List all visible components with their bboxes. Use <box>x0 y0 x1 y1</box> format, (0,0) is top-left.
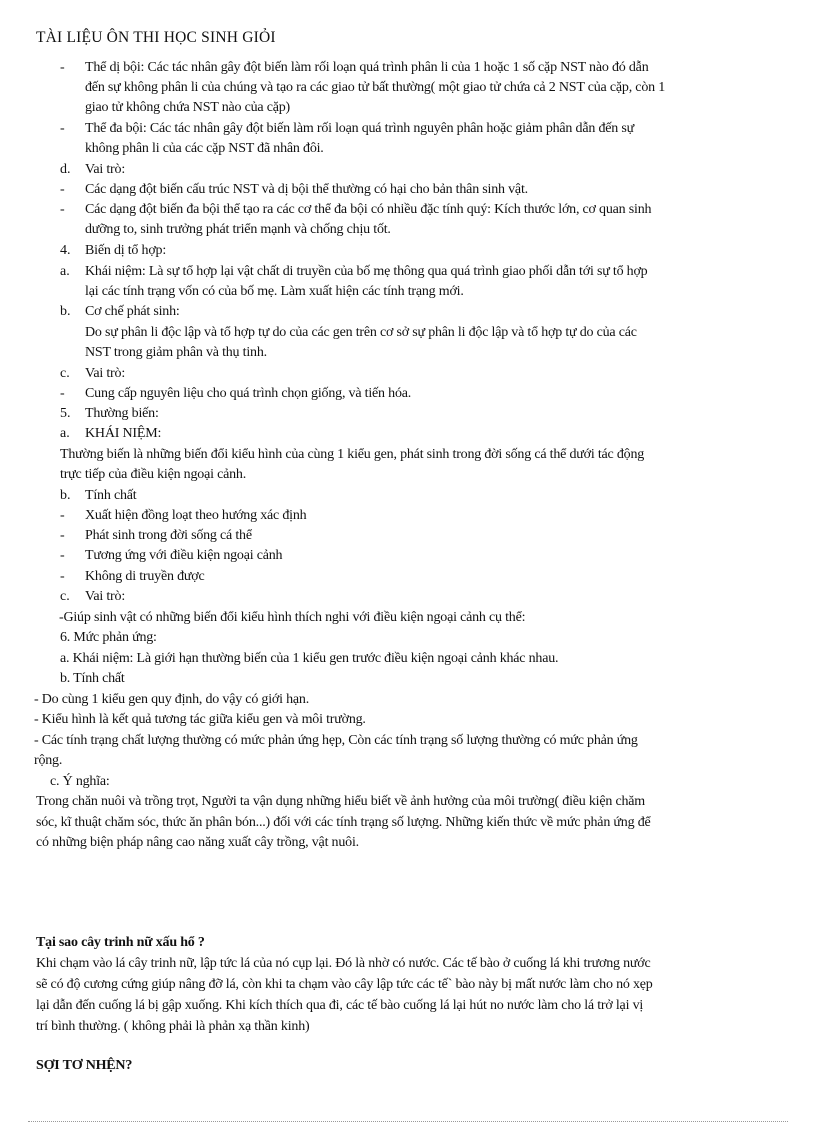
text-line: Thường biến là những biến đổi kiểu hình của cùng 1 kiểu gen, phát sinh trong đời sống cá thể dưới tác động <box>60 447 645 462</box>
text-line: - Các tính trạng chất lượng thường có mức phản ứng hẹp, Còn các tính trạng số lượng thường có mức phản ứng <box>34 733 638 748</box>
text-line: Tương ứng với điều kiện ngoại cảnh <box>85 548 283 563</box>
text-line: Vai trò: <box>85 162 126 177</box>
text-line: Do sự phân li độc lập và tổ hợp tự do của các gen trên cơ sở sự phân li độc lập và tổ hợp tự do của các <box>85 325 637 340</box>
text-line: Thể đa bội: Các tác nhân gây đột biến làm rối loạn quá trình nguyên phân hoặc giảm phân dẫn đến sự <box>85 121 634 136</box>
text-line: - Do cùng 1 kiểu gen quy định, do vậy có giới hạn. <box>34 692 310 707</box>
text-line: đến sự không phân li của chúng và tạo ra các giao tử bất thường( một giao tử chứa cả 2 NST của cặp, còn 1 <box>85 80 666 95</box>
text-line: -Giúp sinh vật có những biến đổi kiểu hình thích nghi với điều kiện ngoại cảnh cụ thể: <box>59 610 526 625</box>
line-marker: 4. <box>60 243 71 258</box>
section-heading: Tại sao cây trinh nữ xấu hổ ? <box>36 935 205 950</box>
line-marker: a. <box>60 426 70 441</box>
line-marker: - <box>60 528 65 543</box>
line-marker: - <box>60 182 65 197</box>
text-line: Tính chất <box>85 488 137 503</box>
line-marker: - <box>60 386 65 401</box>
text-line: b. Tính chất <box>60 671 125 686</box>
text-line: rộng. <box>34 753 63 768</box>
text-line: lại dẫn đến cuống lá bị gập xuống. Khi kích thích qua đi, các tế bào cuống lá lại hút no nước làm cho lá trở lại vị <box>36 998 644 1013</box>
line-marker: d. <box>60 162 71 177</box>
text-line: lại các tính trạng vốn có của bố mẹ. Làm xuất hiện các tính trạng mới. <box>85 284 464 299</box>
line-marker: c. <box>60 366 70 381</box>
line-marker: - <box>60 202 65 217</box>
line-marker: b. <box>60 488 71 503</box>
line-marker: 5. <box>60 406 71 421</box>
line-marker: b. <box>60 304 71 319</box>
text-line: không phân li của các cặp NST đã nhân đôi. <box>85 141 324 156</box>
text-line: có những biện pháp nâng cao năng xuất cây trồng, vật nuôi. <box>36 835 359 850</box>
text-line: giao tử không chứa NST nào của cặp) <box>85 100 291 115</box>
text-line: Vai trò: <box>85 366 126 381</box>
text-line: Thường biến: <box>85 406 159 421</box>
text-line: Cơ chế phát sinh: <box>85 304 180 319</box>
page-header: TÀI LIỆU ÔN THI HỌC SINH GIỎI <box>36 29 276 46</box>
text-line: trí bình thường. ( không phải là phản xạ thần kinh) <box>36 1019 310 1034</box>
text-line: - Kiểu hình là kết quả tương tác giữa kiểu gen và môi trường. <box>34 712 366 727</box>
line-marker: - <box>60 569 65 584</box>
text-line: 6. Mức phản ứng: <box>60 630 157 645</box>
line-marker: a. <box>60 264 70 279</box>
text-line: KHÁI NIỆM: <box>85 426 162 441</box>
text-line: NST trong giảm phân và thụ tinh. <box>85 345 267 360</box>
text-line: Thể dị bội: Các tác nhân gây đột biến làm rối loạn quá trình phân li của 1 hoặc 1 số cặp NST nào đó dẫn <box>85 60 649 75</box>
text-line: Xuất hiện đồng loạt theo hướng xác định <box>85 508 307 523</box>
text-line: sẽ có độ cương cứng giúp nâng đỡ lá, còn khi ta chạm vào cây lập tức các tế` bào này bị mất nước làm cho nó xẹp <box>36 977 653 992</box>
page-bottom-border <box>28 1121 788 1122</box>
text-line: Các dạng đột biến đa bội thể tạo ra các cơ thể đa bội có nhiều đặc tính quý: Kích thước lớn, cơ quan sinh <box>85 202 652 217</box>
text-line: Cung cấp nguyên liệu cho quá trình chọn giống, và tiến hóa. <box>85 386 412 401</box>
text-line: Phát sinh trong đời sống cá thể <box>85 528 252 543</box>
text-line: sóc, kĩ thuật chăm sóc, thức ăn phân bón...) đối với các tính trạng số lượng. Những kiến thức về mức phản ứng để <box>36 815 651 830</box>
text-line: Biến dị tổ hợp: <box>85 243 167 258</box>
line-marker: c. <box>60 589 70 604</box>
text-line: dưỡng to, sinh trưởng phát triển mạnh và chống chịu tốt. <box>85 222 391 237</box>
text-line: a. Khái niệm: Là giới hạn thường biến của 1 kiểu gen trước điều kiện ngoại cảnh khác nhau. <box>60 651 559 666</box>
text-line: Khi chạm vào lá cây trinh nữ, lập tức lá của nó cụp lại. Đó là nhờ có nước. Các tế bào ở cuống lá khi trương nước <box>36 956 651 971</box>
line-marker: - <box>60 121 65 136</box>
text-line: trực tiếp của điều kiện ngoại cảnh. <box>60 467 247 482</box>
text-line: Trong chăn nuôi và trồng trọt, Người ta vận dụng những hiểu biết về ảnh hưởng của môi trường( điều kiện chăm <box>36 794 645 809</box>
text-line: Các dạng đột biến cấu trúc NST và dị bội thể thường có hại cho bản thân sinh vật. <box>85 182 528 197</box>
text-line: Vai trò: <box>85 589 126 604</box>
text-line: Khái niệm: Là sự tổ hợp lại vật chất di truyền của bố mẹ thông qua quá trình giao phối dẫn tới sự tổ hợp <box>85 264 648 279</box>
section-heading: SỢI TƠ NHỆN? <box>36 1058 133 1073</box>
line-marker: - <box>60 508 65 523</box>
text-line: Không di truyền được <box>85 569 205 584</box>
line-marker: - <box>60 548 65 563</box>
line-marker: - <box>60 60 65 75</box>
text-line: c. Ý nghĩa: <box>50 774 110 789</box>
